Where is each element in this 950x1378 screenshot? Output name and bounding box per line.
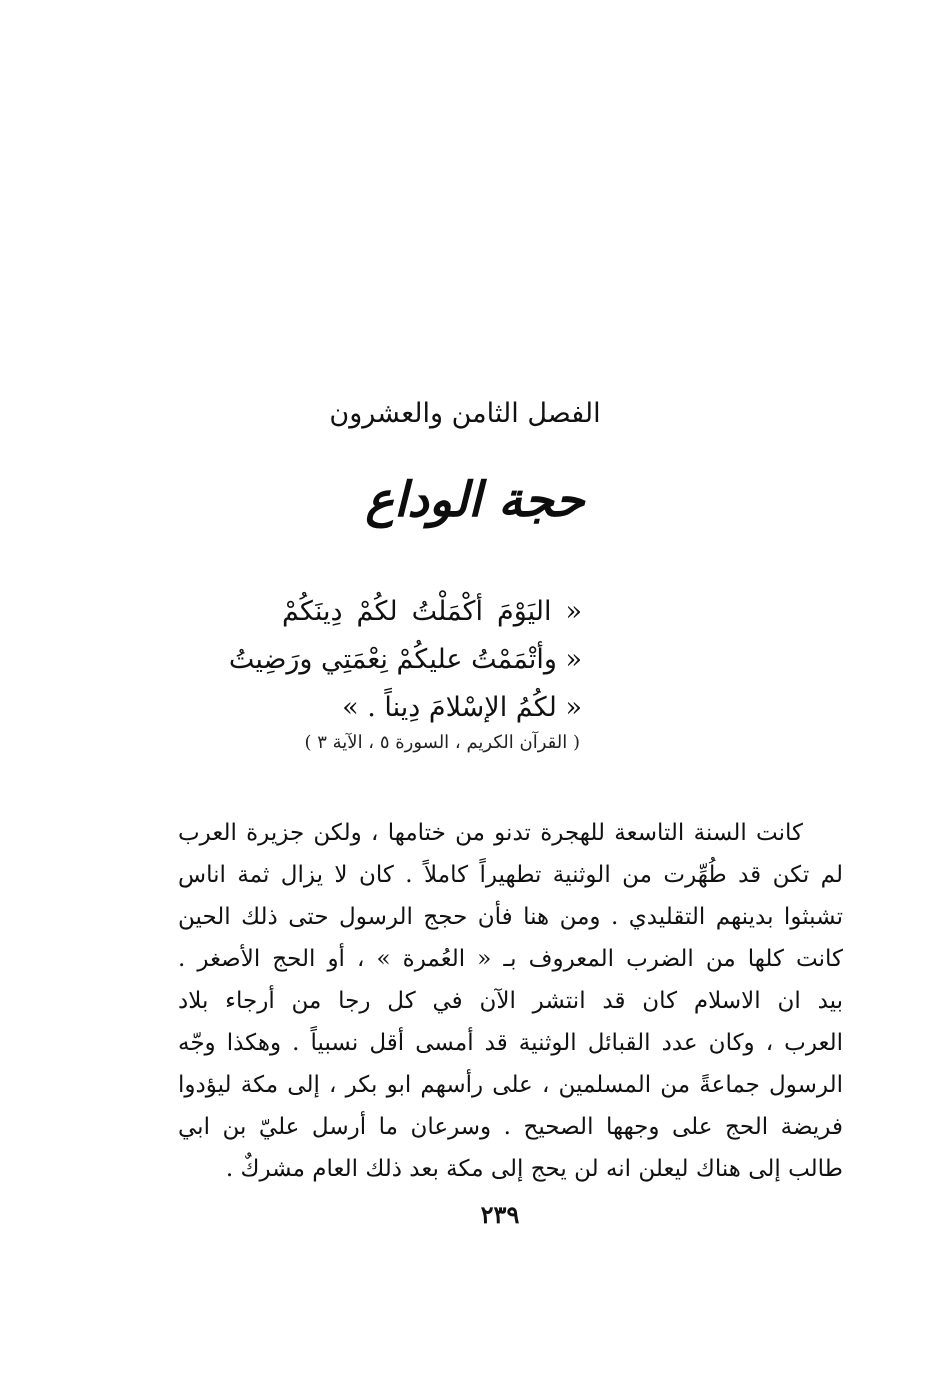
body-line: كانت السنة التاسعة للهجرة تدنو من ختامها ، ولكن جزيرة العرب [178, 820, 803, 846]
epigraph-line: « لكُمُ الإسْلامَ دِيناً . » [342, 692, 582, 723]
epigraph-line: « وأتْمَمْتُ عليكُمْ نِعْمَتِي ورَضِيتُ [228, 644, 582, 675]
quran-epigraph [228, 588, 582, 732]
page-number: ٢٣٩ [480, 1200, 520, 1229]
body-line: العرب ، وكان عدد القبائل الوثنية قد أمسى أقل نسبياً . وهكذا وجّه [178, 1030, 843, 1056]
chapter-title: حجة الوداع [365, 472, 585, 528]
body-paragraph [178, 812, 843, 1190]
body-line: لم تكن قد طُهِّرت من الوثنية تطهيراً كاملاً . كان لا يزال ثمة اناس [178, 862, 843, 888]
body-line: فريضة الحج على وجهها الصحيح . وسرعان ما أرسل عليّ بن ابي [178, 1114, 843, 1140]
chapter-heading: الفصل الثامن والعشرون [329, 398, 601, 429]
body-line: طالب إلى هناك ليعلن انه لن يحج إلى مكة بعد ذلك العام مشركٌ . [225, 1156, 843, 1182]
epigraph-source: ( القرآن الكريم ، السورة ٥ ، الآية ٣ ) [304, 732, 580, 753]
epigraph-line: « اليَوْمَ أكْمَلْتُ لكُمْ دِينَكُمْ [282, 596, 582, 627]
body-line: الرسول جماعةً من المسلمين ، على رأسهم ابو بكر ، إلى مكة ليؤدوا [178, 1072, 843, 1098]
body-line: تشبثوا بدينهم التقليدي . ومن هنا فأن حجج الرسول حتى ذلك الحين [178, 904, 843, 930]
body-line: كانت كلها من الضرب المعروف بـ « العُمرة » ، أو الحج الأصغر . [178, 946, 843, 972]
body-line: بيد ان الاسلام كان قد انتشر الآن في كل رجا من أرجاء بلاد [178, 988, 843, 1014]
